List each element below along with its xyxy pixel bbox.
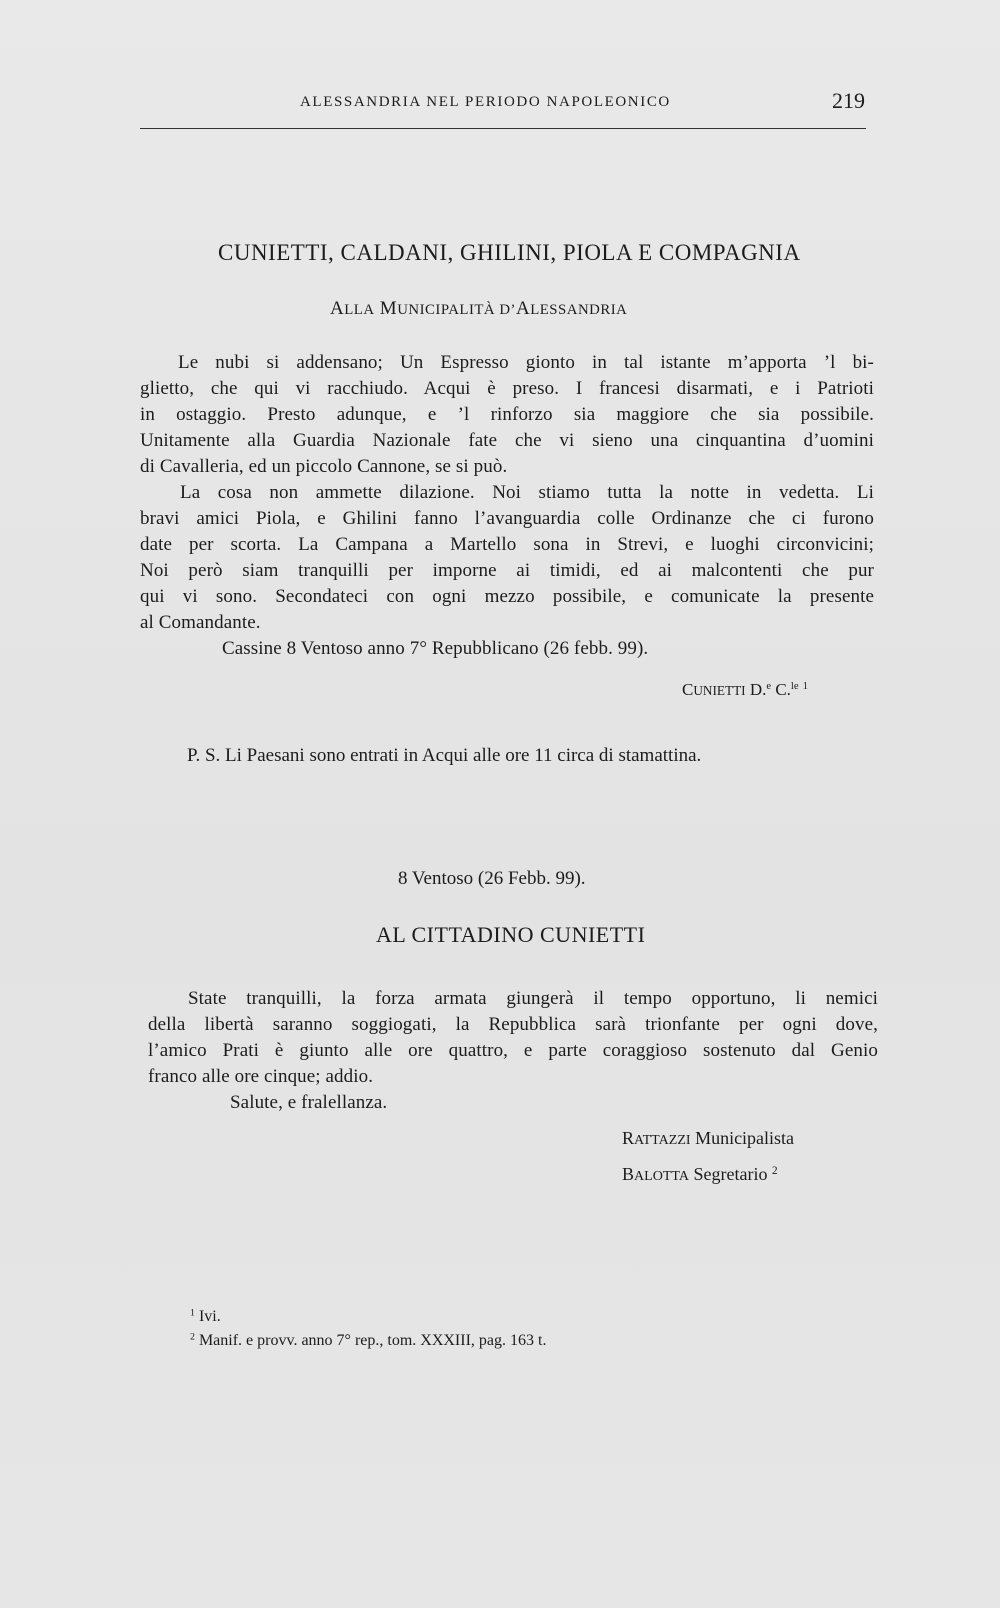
letter1-addressee: ALLA MUNICIPALITÀ D’ALESSANDRIA [330, 298, 628, 319]
letter2-line-4: franco alle ore cinque; addio. [148, 1066, 374, 1087]
letter1-line-1: Le nubi si addensano; Un Espresso gionto in tal istante m’apporta ’l bi- [178, 352, 874, 373]
letter1-line-11: al Comandante. [140, 612, 261, 633]
letter1-line-3: in ostaggio. Presto adunque, e ’l rinforzo sia maggiore che sia possibile. [140, 404, 874, 425]
page-number: 219 [832, 88, 865, 113]
letter1-line-8: date per scorta. La Campana a Martello sona in Strevi, e luoghi circonvicini; [140, 534, 874, 555]
footnote-2: $^2$ Manif. e provv. anno 7° rep., tom. XXXIII, pag. 163 t. [190, 1331, 547, 1349]
letter1-postscript: P. S. Li Paesani sono entrati in Acqui alle ore 11 circa di stamattina. [187, 745, 702, 766]
letter1-line-7: bravi amici Piola, e Ghilini fanno l’avanguardia colle Ordinanze che ci furono [140, 508, 874, 529]
letter1-signature: CUNIETTI D.$^e$ C.$^{le}$ $^1$ [682, 680, 809, 699]
letter2-signature-rattazzi: RATTAZZI Municipalista [622, 1128, 795, 1148]
footnote-1-mark: 1 [190, 1307, 195, 1319]
header-rule [140, 128, 866, 129]
letter2-title: AL CITTADINO CUNIETTI [376, 922, 646, 947]
letter2-line-2: della libertà saranno soggiogati, la Repubblica sarà trionfante per ogni dove, [148, 1014, 878, 1035]
letter2-date: 8 Ventoso (26 Febb. 99). [398, 868, 586, 889]
letter1-line-6: La cosa non ammette dilazione. Noi stiamo tutta la notte in vedetta. Li [180, 482, 874, 503]
letter1-line-10: qui vi sono. Secondateci con ogni mezzo possibile, e comunicate la presente [140, 586, 874, 607]
letter2-line-3: l’amico Prati è giunto alle ore quattro, e parte coraggioso sostenuto dal Genio [148, 1040, 878, 1061]
letter2-line-1: State tranquilli, la forza armata giungerà il tempo opportuno, li nemici [188, 988, 878, 1009]
footnote-1: $^1$ Ivi. [190, 1307, 221, 1325]
letter2-closing: Salute, e fralellanza. [230, 1092, 388, 1113]
letter1-line-9: Noi però siam tranquilli per imporne ai timidi, ed ai malcontenti che pur [140, 560, 874, 581]
letter1-title: CUNIETTI, CALDANI, GHILINI, PIOLA E COMPAGNIA [218, 240, 801, 265]
letter1-line-4: Unitamente alla Guardia Nazionale fate che vi sieno una cinquantina d’uomini [140, 430, 874, 451]
letter1-dateline: Cassine 8 Ventoso anno 7° Repubblicano (26 febb. 99). [222, 638, 649, 659]
running-head: ALESSANDRIA NEL PERIODO NAPOLEONICO [300, 94, 671, 110]
letter1-line-5: di Cavalleria, ed un piccolo Cannone, se si può. [140, 456, 508, 477]
letter1-line-2: glietto, che qui vi racchiudo. Acqui è preso. I francesi disarmati, e i Patrioti [140, 378, 874, 399]
footnote-2-mark: 2 [190, 1331, 195, 1343]
letter2-signature-balotta: BALOTTA Segretario $^2$ [622, 1164, 778, 1184]
